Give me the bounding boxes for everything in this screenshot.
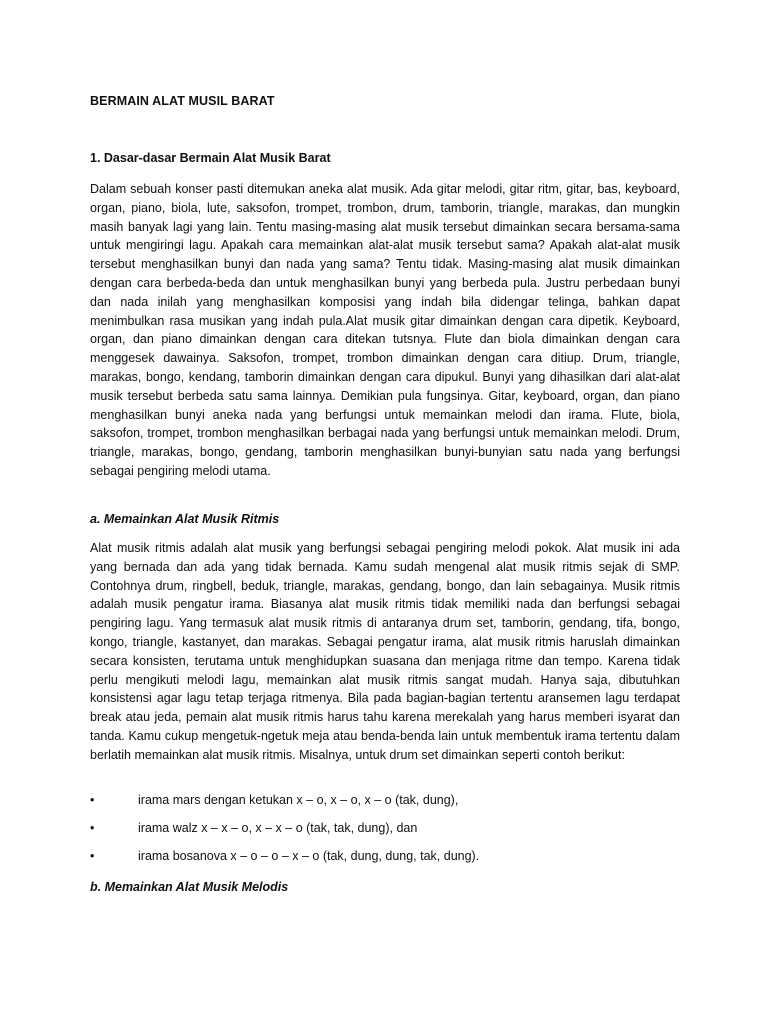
bullet-icon: • [90, 849, 95, 863]
list-item-text: irama walz x – x – o, x – x – o (tak, tak, dung), dan [138, 821, 418, 835]
bullet-icon: • [90, 821, 95, 835]
document-title: BERMAIN ALAT MUSIL BARAT [90, 94, 275, 108]
list-item-text: irama mars dengan ketukan x – o, x – o, x – o (tak, dung), [138, 793, 459, 807]
list-item [90, 821, 680, 849]
subheading-melodis: b. Memainkan Alat Musik Melodis [90, 880, 289, 894]
list-item [90, 849, 680, 877]
paragraph-ritmis: Alat musik ritmis adalah alat musik yang berfungsi sebagai pengiring melodi pokok. Alat musik ini ada yang bernada dan ada yang tidak bernada. Kamu sudah mengenal alat musik ritmis sejak di SMP. Contohnya drum, ringbell, beduk, triangle, marakas, gendang, bongo, dan lain sebagainya. Musik ritmis adalah musik pengatur irama. Biasanya alat musik ritmis tidak memiliki nada dan berfungsi sebagai pengiring lagu. Yang termasuk alat musik ritmis di antaranya drum set, tamborin, gendang, tifa, bongo, kongo, triangle, kastanyet, dan marakas. Sebagai pengatur irama, alat musik ritmis haruslah dimainkan secara konsisten, terutama untuk menghidupkan suasana dan menjaga ritme dan tempo. Karena tidak perlu mengikuti melodi lagu, memainkan alat musik ritmis sangat mudah. Hanya saja, dibutuhkan konsistensi agar lagu tetap terjaga ritmenya. Bila pada bagian-bagian tertentu aransemen lagu terdapat break atau jeda, pemain alat musik ritmis harus tahu karena merekalah yang harus memberi isyarat dan tanda. Kamu cukup mengetuk-ngetuk meja atau benda-benda lain untuk membentuk irama tertentu dalam berlatih memainkan alat musik ritmis. Misalnya, untuk drum set dimainkan seperti contoh berikut: [90, 541, 680, 762]
subheading-ritmis: a. Memainkan Alat Musik Ritmis [90, 512, 280, 526]
rhythm-examples-list [90, 793, 680, 877]
bullet-icon: • [90, 793, 95, 807]
list-item [90, 793, 680, 821]
list-item-text: irama bosanova x – o – o – x – o (tak, dung, dung, tak, dung). [138, 849, 480, 863]
section-heading: 1. Dasar-dasar Bermain Alat Musik Barat [90, 151, 331, 165]
paragraph-intro: Dalam sebuah konser pasti ditemukan aneka alat musik. Ada gitar melodi, gitar ritm, gitar, bas, keyboard, organ, piano, biola, lute, saksofon, trompet, trombon, drum, tamborin, triangle, marakas, dan mungkin masih banyak lagi yang lain. Tentu masing-masing alat musik tersebut dimainkan secara bersama-sama untuk mengiringi lagu. Apakah cara memainkan alat-alat musik tersebut sama? Apakah alat-alat musik tersebut menghasilkan bunyi dan nada yang sama? Tentu tidak. Masing-masing alat musik dimainkan dengan cara berbeda-beda dan untuk menghasilkan bunyi yang berbeda pula. Justru perbedaan bunyi dan nada inilah yang menghasilkan komposisi yang indah bila didengar telinga, bahkan dapat menimbulkan rasa musikan yang indah pula.Alat musik gitar dimainkan dengan cara dipetik. Keyboard, organ, dan piano dimainkan dengan cara ditekan tutsnya. Flute dan biola dimainkan dengan cara menggesek dawainya. Saksofon, trompet, trombon dimainkan dengan cara ditiup. Drum, triangle, marakas, bongo, kendang, tamborin dimainkan dengan cara dipukul. Bunyi yang dihasilkan dari alat-alat musik tersebut berbeda satu sama lainnya. Demikian pula fungsinya. Gitar, keyboard, organ, dan piano menghasilkan bunyi aneka nada yang berfungsi untuk memainkan melodi dan irama. Flute, biola, saksofon, trompet, trombon menghasilkan berbagai nada yang berfungsi untuk memainkan melodi. Drum, triangle, marakas, bongo, gendang, tamborin menghasilkan bunyi-bunyian satu nada yang berfungsi sebagai pengiring melodi utama. [90, 182, 680, 478]
